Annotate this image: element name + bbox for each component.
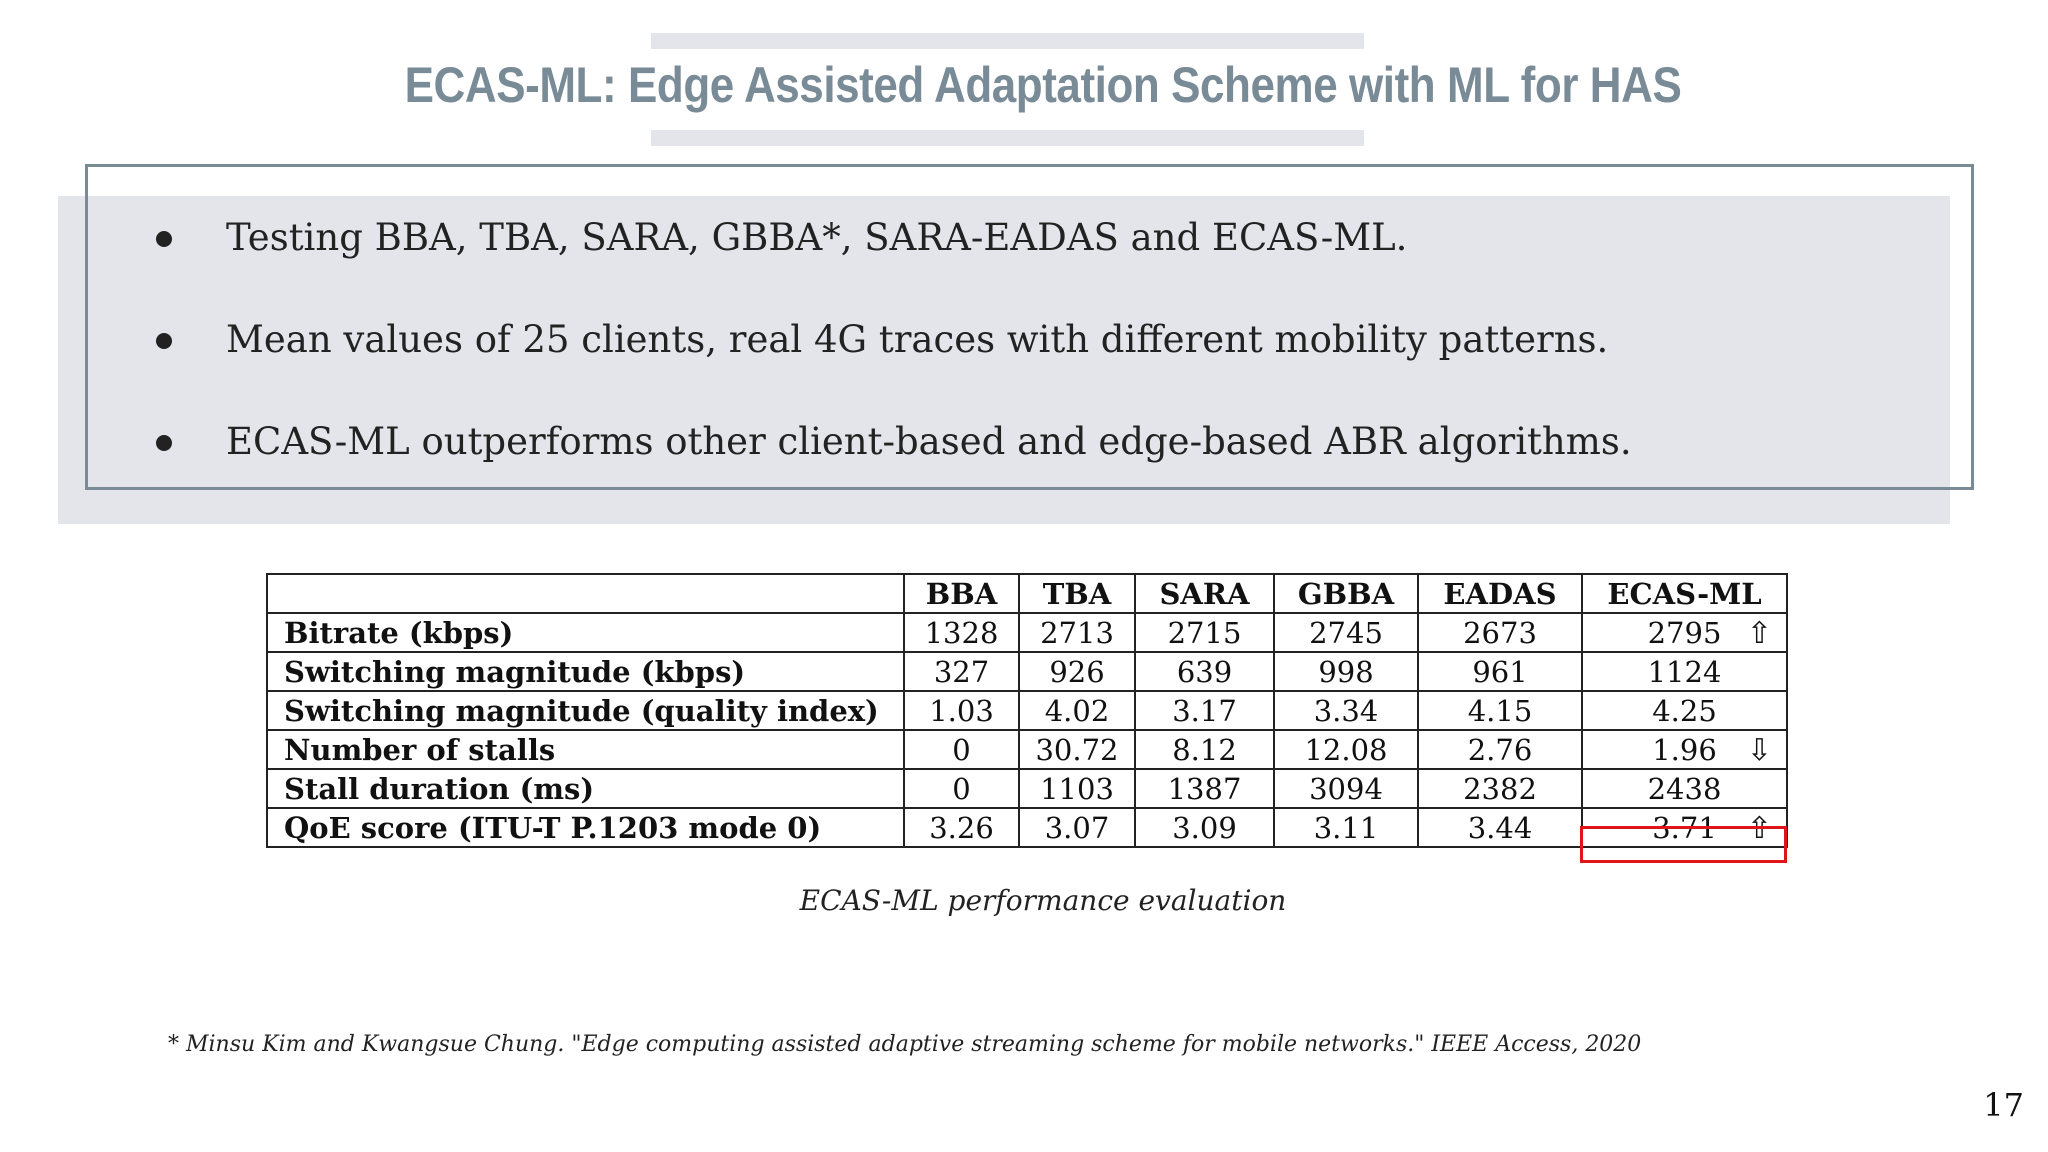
table-cell: 639 bbox=[1135, 652, 1274, 691]
performance-table bbox=[266, 573, 1788, 848]
row-label: QoE score (ITU-T P.1203 mode 0) bbox=[267, 808, 904, 847]
table-corner-cell bbox=[267, 574, 904, 613]
column-header: SARA bbox=[1135, 574, 1274, 613]
table-cell-ecas bbox=[1582, 652, 1787, 691]
table-cell-ecas bbox=[1582, 769, 1787, 808]
table-cell: 8.12 bbox=[1135, 730, 1274, 769]
table-cell: 2713 bbox=[1019, 613, 1135, 652]
page-number: 17 bbox=[1983, 1086, 2024, 1124]
table-cell: 1.03 bbox=[904, 691, 1019, 730]
down-arrow-icon: ⇩ bbox=[1746, 733, 1772, 768]
table-cell: 2382 bbox=[1418, 769, 1582, 808]
column-header: BBA bbox=[904, 574, 1019, 613]
cell-value: 4.25 bbox=[1652, 693, 1717, 728]
column-header: ECAS-ML bbox=[1582, 574, 1787, 613]
cell-value: 1124 bbox=[1647, 654, 1722, 689]
table-cell: 3.26 bbox=[904, 808, 1019, 847]
bullet-list bbox=[150, 202, 1910, 508]
table-row bbox=[267, 730, 1787, 769]
table-cell: 2.76 bbox=[1418, 730, 1582, 769]
table-cell: 3.17 bbox=[1135, 691, 1274, 730]
bullet-text: Testing BBA, TBA, SARA, GBBA*, SARA-EADAS and ECAS-ML. bbox=[226, 216, 1408, 259]
up-arrow-icon: ⇧ bbox=[1746, 811, 1772, 846]
row-label: Switching magnitude (kbps) bbox=[267, 652, 904, 691]
row-label: Number of stalls bbox=[267, 730, 904, 769]
bullet-text: Mean values of 25 clients, real 4G traces with different mobility patterns. bbox=[226, 318, 1609, 361]
table-cell: 926 bbox=[1019, 652, 1135, 691]
cell-value: 3.71 bbox=[1652, 810, 1717, 845]
table-row bbox=[267, 808, 1787, 847]
slide-title: ECAS-ML: Edge Assisted Adaptation Scheme with ML for HAS bbox=[404, 57, 1682, 113]
bullet-item bbox=[150, 304, 1910, 406]
table-cell: 30.72 bbox=[1019, 730, 1135, 769]
table-cell: 1387 bbox=[1135, 769, 1274, 808]
table-cell-ecas bbox=[1582, 613, 1787, 652]
bullet-dot-icon bbox=[156, 435, 172, 451]
table-cell: 2715 bbox=[1135, 613, 1274, 652]
table-header-row bbox=[267, 574, 1787, 613]
table-cell: 0 bbox=[904, 730, 1019, 769]
up-arrow-icon: ⇧ bbox=[1746, 616, 1772, 651]
table-row bbox=[267, 769, 1787, 808]
table-row bbox=[267, 691, 1787, 730]
cell-value: 2438 bbox=[1647, 771, 1722, 806]
title-decor-bar-top bbox=[651, 33, 1364, 49]
cell-value: 2795 bbox=[1647, 615, 1722, 650]
row-label: Switching magnitude (quality index) bbox=[267, 691, 904, 730]
table-caption: ECAS-ML performance evaluation bbox=[799, 884, 1287, 917]
bullet-text: ECAS-ML outperforms other client-based and edge-based ABR algorithms. bbox=[226, 420, 1632, 463]
table-cell: 4.02 bbox=[1019, 691, 1135, 730]
qoe-highlight-box bbox=[1580, 826, 1787, 863]
table-cell: 327 bbox=[904, 652, 1019, 691]
table-cell-ecas bbox=[1582, 730, 1787, 769]
table-cell: 1328 bbox=[904, 613, 1019, 652]
column-header: EADAS bbox=[1418, 574, 1582, 613]
column-header: GBBA bbox=[1274, 574, 1418, 613]
table-cell: 3.11 bbox=[1274, 808, 1418, 847]
table-row bbox=[267, 613, 1787, 652]
table-cell: 3094 bbox=[1274, 769, 1418, 808]
table-row bbox=[267, 652, 1787, 691]
row-label: Stall duration (ms) bbox=[267, 769, 904, 808]
column-header: TBA bbox=[1019, 574, 1135, 613]
row-label: Bitrate (kbps) bbox=[267, 613, 904, 652]
table-cell: 998 bbox=[1274, 652, 1418, 691]
bullet-item bbox=[150, 202, 1910, 304]
table-cell: 4.15 bbox=[1418, 691, 1582, 730]
bullet-dot-icon bbox=[156, 333, 172, 349]
table-cell: 0 bbox=[904, 769, 1019, 808]
cell-value: 1.96 bbox=[1652, 732, 1717, 767]
table-cell: 3.34 bbox=[1274, 691, 1418, 730]
table-cell: 3.09 bbox=[1135, 808, 1274, 847]
footnote: * Minsu Kim and Kwangsue Chung. "Edge computing assisted adaptive streaming scheme for mobile networks." IEEE Access, 2020 bbox=[168, 1032, 1642, 1057]
table-cell: 2673 bbox=[1418, 613, 1582, 652]
bullet-dot-icon bbox=[156, 231, 172, 247]
table-cell-ecas bbox=[1582, 691, 1787, 730]
table-cell: 1103 bbox=[1019, 769, 1135, 808]
title-decor-bar-bottom bbox=[651, 130, 1364, 146]
table-cell: 961 bbox=[1418, 652, 1582, 691]
table-cell: 2745 bbox=[1274, 613, 1418, 652]
table-cell: 3.44 bbox=[1418, 808, 1582, 847]
bullet-item bbox=[150, 406, 1910, 508]
table-cell: 12.08 bbox=[1274, 730, 1418, 769]
table-cell: 3.07 bbox=[1019, 808, 1135, 847]
